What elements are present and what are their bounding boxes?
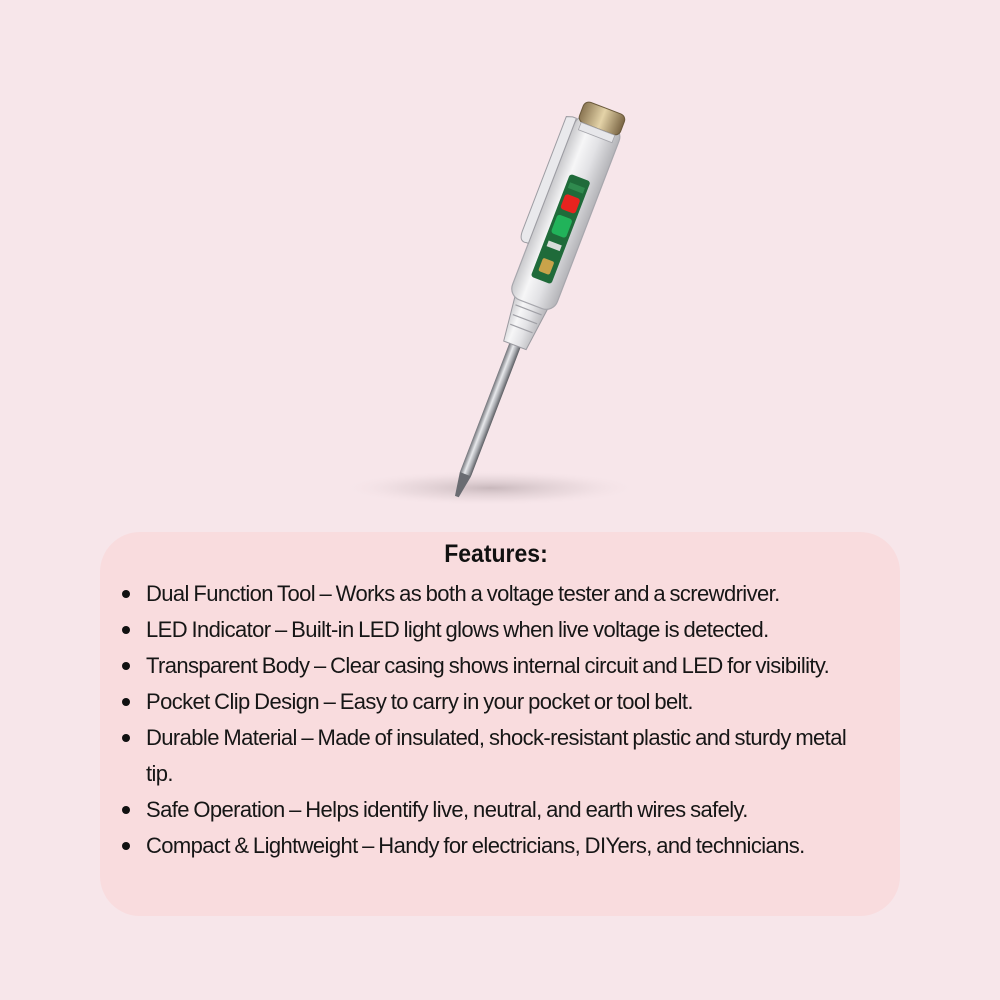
- feature-item: Pocket Clip Design – Easy to carry in your pocket or tool belt.: [120, 684, 872, 720]
- features-title: Features:: [444, 540, 548, 568]
- features-list: [120, 576, 872, 864]
- feature-item: Durable Material – Made of insulated, shock-resistant plastic and sturdy metal tip.: [120, 720, 872, 792]
- feature-item: Transparent Body – Clear casing shows internal circuit and LED for visibility.: [120, 648, 872, 684]
- feature-item: Dual Function Tool – Works as both a voltage tester and a screwdriver.: [120, 576, 872, 612]
- feature-item: Compact & Lightweight – Handy for electricians, DIYers, and technicians.: [120, 828, 872, 864]
- ground-shadow: [340, 470, 640, 506]
- voltage-tester-screwdriver-image: [340, 80, 700, 520]
- feature-item: LED Indicator – Built-in LED light glows when live voltage is detected.: [120, 612, 872, 648]
- feature-item: Safe Operation – Helps identify live, neutral, and earth wires safely.: [120, 792, 872, 828]
- metal-shaft: [459, 334, 524, 478]
- features-card: [100, 532, 900, 916]
